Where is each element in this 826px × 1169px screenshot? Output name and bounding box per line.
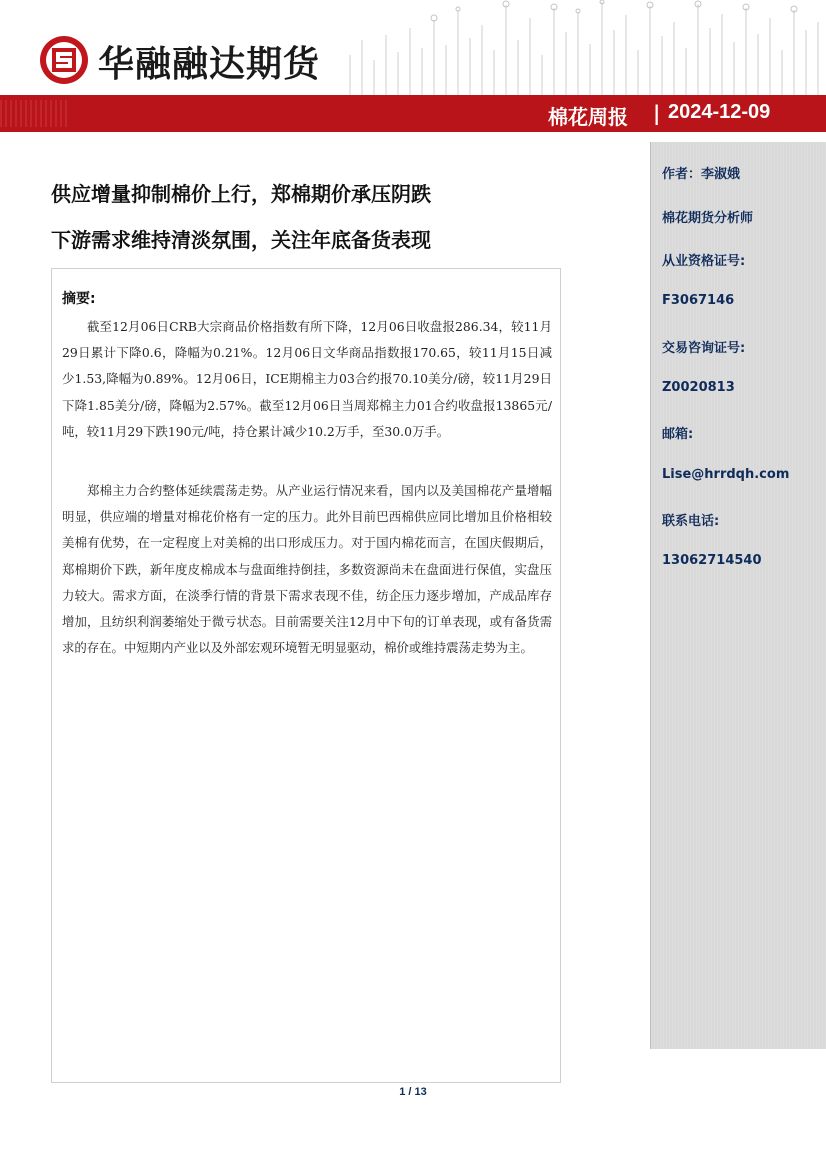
abstract-paragraph-1: 截至12月06日CRB大宗商品价格指数有所下降，12月06日收盘报286.34，较11月29日累计下降0.6，降幅为0.21%。12月06日文华商品指数报170.65，较11月15日减少1.53,降幅为0.89%。12月06日，ICE期棉主力03合约报70.10美分/磅，较11月29日下降1.85美分/磅，降幅为2.57%。截至12月06日当周郑棉主力01合约收盘报13865元/吨，较11月29下跌190元/吨，持仓累计减少10.2万手，至30.0万手。 [62,319,552,439]
email-link[interactable]: Lise@hrrdqh.com [662,467,790,482]
consult-number: Z0020813 [662,380,735,395]
band-decoration [0,100,70,127]
company-logo-icon [38,34,90,86]
report-type: 棉花周报 [548,105,628,129]
qualification-number: F3067146 [662,293,735,308]
brand-name: 华融融达期货 [98,44,321,85]
headline-line-2: 下游需求维持清淡氛围，关注年底备货表现 [51,228,431,252]
header-decoration [340,0,826,95]
author-name: 作者：李淑娥 [662,167,741,182]
report-date: 2024-12-09 [668,101,771,123]
phone-number: 13062714540 [662,553,762,568]
headline-line-1: 供应增量抑制棉价上行，郑棉期价承压阴跌 [51,182,431,206]
email-label: 邮箱: [662,427,694,442]
author-role: 棉花期货分析师 [662,211,754,226]
header-separator: | [653,101,661,125]
abstract-paragraph-2: 郑棉主力合约整体延续震荡走势。从产业运行情况来看，国内以及美国棉花产量增幅明显，供应端的增量对棉花价格有一定的压力。此外目前巴西棉供应同比增加且价格相较美棉有优势，在一定程度上对美棉的出口形成压力。对于国内棉花而言，在国庆假期后，郑棉期价下跌，新年度皮棉成本与盘面维持倒挂，多数资源尚未在盘面进行保值，实盘压力较大。需求方面，在淡季行情的背景下需求表现不佳，纺企压力逐步增加，产成品库存增加，且纺织利润萎缩处于微亏状态。目前需要关注12月中下旬的订单表现，或有备货需求的存在。中短期内产业以及外部宏观环境暂无明显驱动，棉价或维持震荡走势为主。 [62,483,552,656]
page-number: 1 / 13 [399,1086,427,1098]
consult-label: 交易咨询证号: [662,341,746,356]
abstract-label: 摘要: [62,291,96,307]
author-sidebar [650,142,826,1049]
qualification-label: 从业资格证号: [662,254,746,269]
phone-label: 联系电话: [662,514,720,529]
